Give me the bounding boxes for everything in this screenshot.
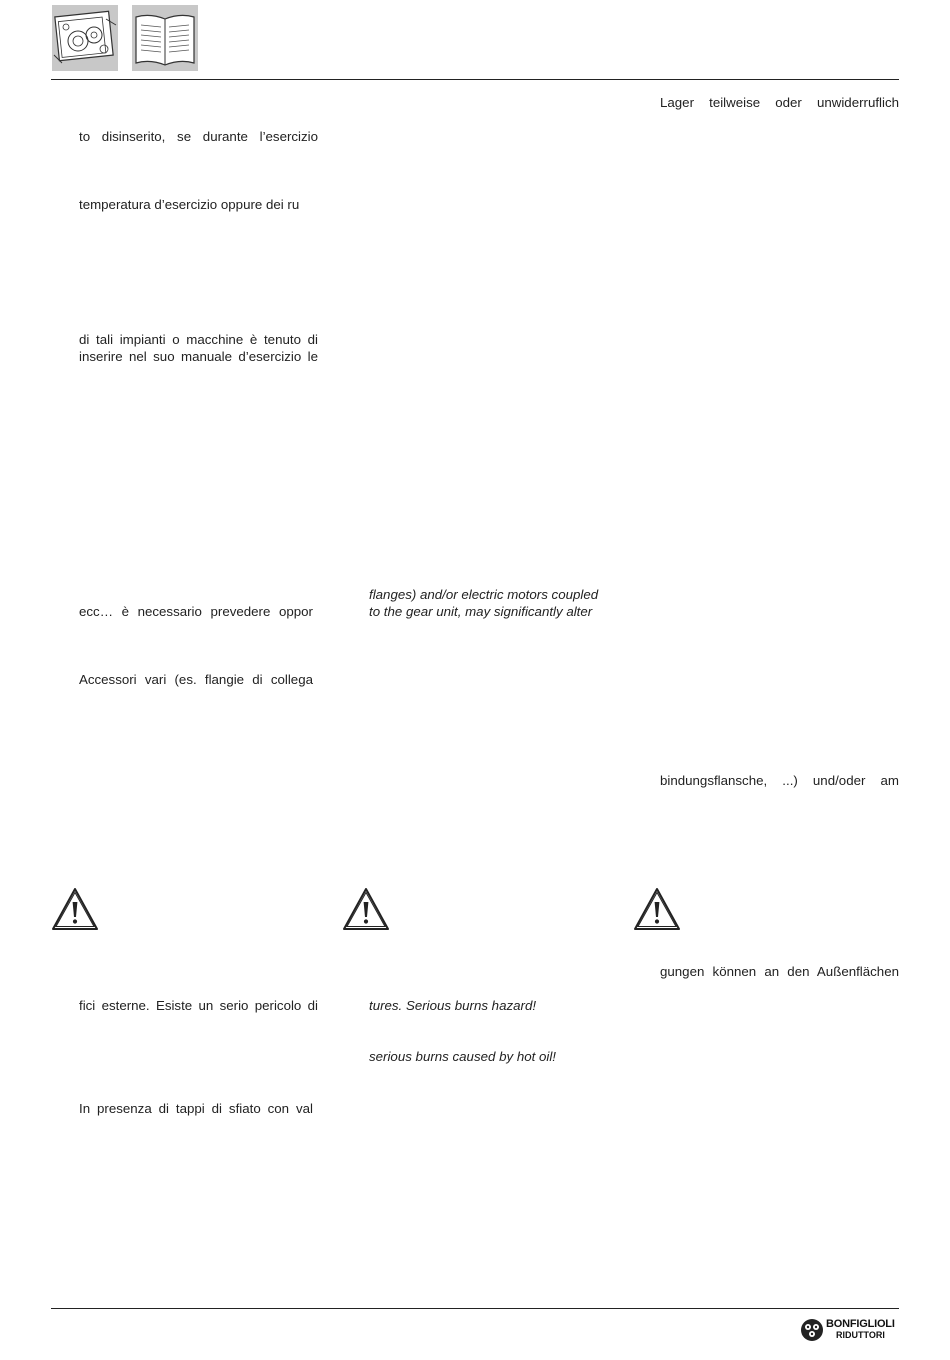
warning-triangle-icon	[342, 886, 390, 932]
header-divider	[51, 79, 899, 80]
brand-subtitle: RIDUTTORI	[836, 1330, 885, 1340]
footer-divider	[51, 1308, 899, 1309]
text-line-en: flanges) and/or electric motors coupled	[369, 587, 599, 602]
text-line-de: gungen können an den Außenflächen	[660, 964, 899, 979]
text-line-it: to disinserito, se durante l’esercizio	[79, 129, 318, 144]
open-book-icon	[132, 5, 198, 71]
text-line-en: serious burns caused by hot oil!	[369, 1049, 557, 1064]
brand-logo-mark-icon	[800, 1318, 824, 1342]
text-line-de: Lager teilweise oder unwiderruflich	[660, 95, 899, 110]
text-line-en: tures. Serious burns hazard!	[369, 998, 537, 1013]
text-line-it: temperatura d’esercizio oppure dei ru	[79, 197, 300, 212]
gearbox-drawing-icon	[52, 5, 118, 71]
text-line-it: fici esterne. Esiste un serio pericolo di	[79, 998, 318, 1013]
brand-name: BONFIGLIOLI	[826, 1318, 895, 1330]
text-line-it: ecc… è necessario prevedere oppor	[79, 604, 313, 619]
text-line-de: bindungsflansche, ...) und/oder am	[660, 773, 899, 788]
text-line-it: In presenza di tappi di sfiato con val	[79, 1101, 313, 1116]
text-line-it: inserire nel suo manuale d’esercizio le	[79, 349, 318, 364]
warning-triangle-icon	[51, 886, 99, 932]
warning-triangle-icon	[633, 886, 681, 932]
text-line-en: to the gear unit, may significantly alter	[369, 604, 593, 619]
text-line-it: Accessori vari (es. flangie di collega	[79, 672, 313, 687]
text-line-it: di tali impianti o macchine è tenuto di	[79, 332, 318, 347]
brand-logo	[800, 1316, 904, 1344]
